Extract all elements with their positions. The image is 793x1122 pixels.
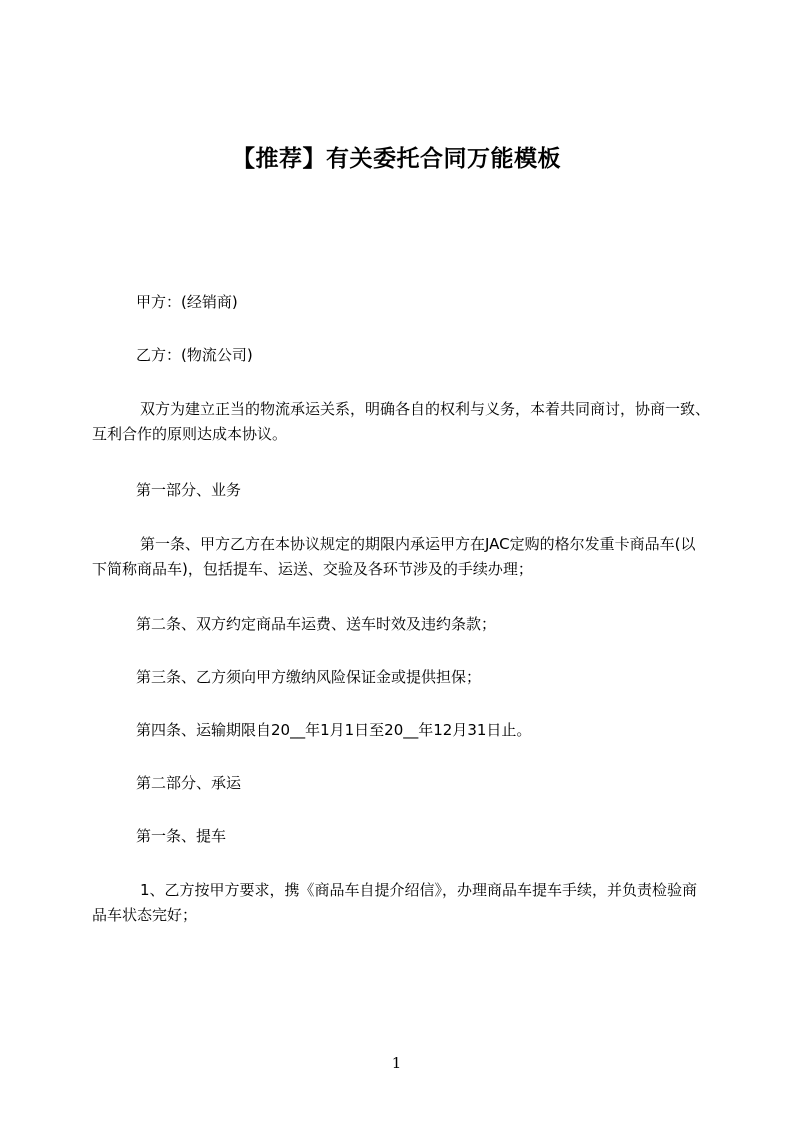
paragraph-article-2: 第二条、双方约定商品车运费、送车时效及违约条款；	[136, 615, 497, 633]
document-title: 【推荐】有关委托合同万能模板	[232, 146, 561, 172]
paragraph-pickup-item-1: 1、乙方按甲方要求，携《商品车自提介绍信》，办理商品车提车手续，并负责检验商品车状态完好；	[92, 881, 698, 924]
paragraph-pickup-heading: 第一条、提车	[136, 827, 227, 845]
section-heading-part-one: 第一部分、业务	[136, 481, 242, 499]
paragraph-article-3: 第三条、乙方须向甲方缴纳风险保证金或提供担保；	[136, 668, 482, 686]
paragraph-party-a: 甲方：(经销商)	[136, 293, 238, 311]
paragraph-article-4: 第四条、运输期限自20__年1月1日至20__年12月31日止。	[136, 721, 532, 739]
section-heading-part-two: 第二部分、承运	[136, 774, 242, 792]
page-number: 1	[391, 1054, 402, 1072]
paragraph-preamble: 双方为建立正当的物流承运关系，明确各自的权利与义务，本着共同商讨，协商一致、互利合作的原则达成本协议。	[92, 400, 711, 443]
paragraph-party-b: 乙方：(物流公司)	[136, 346, 253, 364]
paragraph-article-1: 第一条、甲方乙方在本协议规定的期限内承运甲方在JAC定购的格尔发重卡商品车(以下简称商品车)，包括提车、运送、交验及各环节涉及的手续办理；	[92, 535, 696, 578]
